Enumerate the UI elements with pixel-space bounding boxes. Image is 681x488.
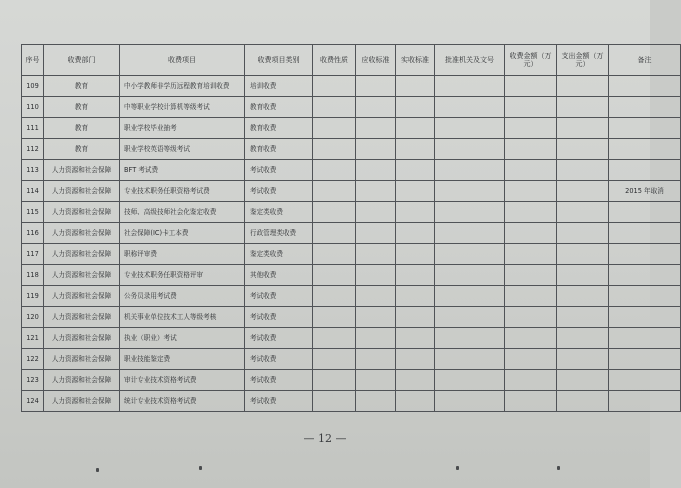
row-expense-amount-cell xyxy=(557,118,609,139)
row-category-cell: 行政管理类收费 xyxy=(245,223,313,244)
row-fee-item-cell: 技师、高级技师社会化鉴定收费 xyxy=(120,202,245,223)
row-actual-standard-cell xyxy=(396,139,435,160)
row-fee-item-cell: 职称评审费 xyxy=(120,244,245,265)
table-row xyxy=(22,97,681,118)
row-approval-cell xyxy=(435,370,505,391)
row-expense-amount-cell xyxy=(557,370,609,391)
row-approval-cell xyxy=(435,202,505,223)
row-remarks-cell xyxy=(609,349,681,370)
row-fee-item-cell: 审计专业技术资格考试费 xyxy=(120,370,245,391)
row-approval-cell xyxy=(435,118,505,139)
row-category-cell: 考试收费 xyxy=(245,328,313,349)
row-fee-item-cell: 机关事业单位技术工人等级考核 xyxy=(120,307,245,328)
row-fee-item-cell: BFT 考试费 xyxy=(120,160,245,181)
row-approval-cell xyxy=(435,307,505,328)
header-remarks: 备注 xyxy=(609,45,681,76)
row-department-cell: 教育 xyxy=(44,76,120,97)
row-actual-standard-cell xyxy=(396,181,435,202)
row-department-cell: 人力资源和社会保障 xyxy=(44,391,120,412)
row-serial-cell: 116 xyxy=(22,223,44,244)
header-fee-item: 收费项目 xyxy=(120,45,245,76)
row-serial-cell: 112 xyxy=(22,139,44,160)
row-expense-amount-cell xyxy=(557,349,609,370)
row-actual-standard-cell xyxy=(396,202,435,223)
row-expense-amount-cell xyxy=(557,244,609,265)
row-remarks-cell xyxy=(609,307,681,328)
row-category-cell: 教育收费 xyxy=(245,139,313,160)
header-fee-amount: 收费金额（万元） xyxy=(505,45,557,76)
row-due-standard-cell xyxy=(356,181,396,202)
row-due-standard-cell xyxy=(356,160,396,181)
row-fee-item-cell: 中小学教师非学历远程教育培训收费 xyxy=(120,76,245,97)
row-category-cell: 考试收费 xyxy=(245,370,313,391)
row-fee-amount-cell xyxy=(505,118,557,139)
row-due-standard-cell xyxy=(356,118,396,139)
paper-speck xyxy=(199,466,202,470)
row-approval-cell xyxy=(435,97,505,118)
row-due-standard-cell xyxy=(356,265,396,286)
row-fee-item-cell: 专业技术职务任职资格评审 xyxy=(120,265,245,286)
header-serial: 序号 xyxy=(22,45,44,76)
row-fee-nature-cell xyxy=(313,349,356,370)
row-fee-nature-cell xyxy=(313,202,356,223)
row-fee-amount-cell xyxy=(505,202,557,223)
row-approval-cell xyxy=(435,76,505,97)
row-fee-item-cell: 社会保障(IC)卡工本费 xyxy=(120,223,245,244)
row-fee-nature-cell xyxy=(313,118,356,139)
table-row xyxy=(22,160,681,181)
row-serial-cell: 114 xyxy=(22,181,44,202)
row-expense-amount-cell xyxy=(557,391,609,412)
row-expense-amount-cell xyxy=(557,139,609,160)
row-approval-cell xyxy=(435,160,505,181)
row-actual-standard-cell xyxy=(396,160,435,181)
row-actual-standard-cell xyxy=(396,349,435,370)
row-fee-nature-cell xyxy=(313,76,356,97)
row-actual-standard-cell xyxy=(396,328,435,349)
row-remarks-cell xyxy=(609,244,681,265)
row-serial-cell: 120 xyxy=(22,307,44,328)
row-fee-nature-cell xyxy=(313,391,356,412)
row-department-cell: 人力资源和社会保障 xyxy=(44,370,120,391)
row-due-standard-cell xyxy=(356,349,396,370)
row-remarks-cell xyxy=(609,160,681,181)
row-fee-item-cell: 专业技术职务任职资格考试费 xyxy=(120,181,245,202)
row-department-cell: 教育 xyxy=(44,118,120,139)
fee-table-container xyxy=(21,44,664,412)
row-remarks-cell xyxy=(609,286,681,307)
row-fee-nature-cell xyxy=(313,328,356,349)
row-fee-amount-cell xyxy=(505,97,557,118)
row-fee-amount-cell xyxy=(505,286,557,307)
row-department-cell: 教育 xyxy=(44,139,120,160)
row-due-standard-cell xyxy=(356,286,396,307)
row-fee-amount-cell xyxy=(505,391,557,412)
row-due-standard-cell xyxy=(356,223,396,244)
row-serial-cell: 115 xyxy=(22,202,44,223)
row-fee-amount-cell xyxy=(505,370,557,391)
row-fee-amount-cell xyxy=(505,307,557,328)
row-category-cell: 考试收费 xyxy=(245,160,313,181)
row-expense-amount-cell xyxy=(557,265,609,286)
row-fee-amount-cell xyxy=(505,265,557,286)
row-remarks-cell xyxy=(609,391,681,412)
row-expense-amount-cell xyxy=(557,97,609,118)
row-remarks-cell xyxy=(609,97,681,118)
row-remarks-cell xyxy=(609,202,681,223)
paper-speck xyxy=(557,466,560,470)
row-actual-standard-cell xyxy=(396,265,435,286)
row-category-cell: 其他收费 xyxy=(245,265,313,286)
row-due-standard-cell xyxy=(356,76,396,97)
row-category-cell: 鉴定类收费 xyxy=(245,244,313,265)
row-fee-amount-cell xyxy=(505,139,557,160)
row-approval-cell xyxy=(435,139,505,160)
row-fee-nature-cell xyxy=(313,370,356,391)
row-approval-cell xyxy=(435,223,505,244)
row-approval-cell xyxy=(435,349,505,370)
row-department-cell: 人力资源和社会保障 xyxy=(44,202,120,223)
row-fee-amount-cell xyxy=(505,181,557,202)
row-fee-nature-cell xyxy=(313,181,356,202)
row-actual-standard-cell xyxy=(396,97,435,118)
table-row xyxy=(22,328,681,349)
row-category-cell: 考试收费 xyxy=(245,181,313,202)
row-remarks-cell xyxy=(609,223,681,244)
row-actual-standard-cell xyxy=(396,244,435,265)
row-fee-item-cell: 中等职业学校计算机等级考试 xyxy=(120,97,245,118)
row-category-cell: 培训收费 xyxy=(245,76,313,97)
row-actual-standard-cell xyxy=(396,118,435,139)
table-row xyxy=(22,307,681,328)
row-remarks-cell xyxy=(609,139,681,160)
row-category-cell: 教育收费 xyxy=(245,97,313,118)
row-fee-nature-cell xyxy=(313,286,356,307)
row-approval-cell xyxy=(435,391,505,412)
paper-speck xyxy=(96,468,99,472)
row-fee-amount-cell xyxy=(505,76,557,97)
fee-table xyxy=(21,44,681,412)
row-expense-amount-cell xyxy=(557,202,609,223)
row-fee-amount-cell xyxy=(505,160,557,181)
row-actual-standard-cell xyxy=(396,286,435,307)
row-approval-cell xyxy=(435,181,505,202)
row-fee-amount-cell xyxy=(505,328,557,349)
row-remarks-cell xyxy=(609,370,681,391)
row-fee-nature-cell xyxy=(313,265,356,286)
table-row xyxy=(22,244,681,265)
row-serial-cell: 121 xyxy=(22,328,44,349)
header-fee-category: 收费项目类别 xyxy=(245,45,313,76)
row-department-cell: 人力资源和社会保障 xyxy=(44,181,120,202)
row-approval-cell xyxy=(435,328,505,349)
row-actual-standard-cell xyxy=(396,391,435,412)
row-remarks-cell xyxy=(609,118,681,139)
table-body xyxy=(22,76,681,412)
row-department-cell: 人力资源和社会保障 xyxy=(44,286,120,307)
page-number: — 12 — xyxy=(303,432,347,445)
row-actual-standard-cell xyxy=(396,370,435,391)
row-fee-item-cell: 职业学校英语等级考试 xyxy=(120,139,245,160)
row-category-cell: 考试收费 xyxy=(245,307,313,328)
row-serial-cell: 117 xyxy=(22,244,44,265)
header-expense-amount: 支出金额（万元） xyxy=(557,45,609,76)
row-serial-cell: 118 xyxy=(22,265,44,286)
row-department-cell: 人力资源和社会保障 xyxy=(44,349,120,370)
table-row xyxy=(22,286,681,307)
table-row xyxy=(22,139,681,160)
table-row xyxy=(22,223,681,244)
row-department-cell: 人力资源和社会保障 xyxy=(44,160,120,181)
row-fee-nature-cell xyxy=(313,244,356,265)
row-expense-amount-cell xyxy=(557,286,609,307)
row-expense-amount-cell xyxy=(557,160,609,181)
row-due-standard-cell xyxy=(356,97,396,118)
row-category-cell: 教育收费 xyxy=(245,118,313,139)
row-serial-cell: 110 xyxy=(22,97,44,118)
row-fee-amount-cell xyxy=(505,244,557,265)
row-fee-item-cell: 统计专业技术资格考试费 xyxy=(120,391,245,412)
row-due-standard-cell xyxy=(356,307,396,328)
table-row xyxy=(22,265,681,286)
row-department-cell: 人力资源和社会保障 xyxy=(44,307,120,328)
row-category-cell: 考试收费 xyxy=(245,349,313,370)
table-row xyxy=(22,118,681,139)
row-serial-cell: 109 xyxy=(22,76,44,97)
row-approval-cell xyxy=(435,286,505,307)
row-approval-cell xyxy=(435,265,505,286)
table-row xyxy=(22,181,681,202)
row-department-cell: 人力资源和社会保障 xyxy=(44,265,120,286)
row-serial-cell: 124 xyxy=(22,391,44,412)
row-expense-amount-cell xyxy=(557,181,609,202)
row-serial-cell: 119 xyxy=(22,286,44,307)
row-fee-item-cell: 执业（职业）考试 xyxy=(120,328,245,349)
row-department-cell: 人力资源和社会保障 xyxy=(44,328,120,349)
row-expense-amount-cell xyxy=(557,223,609,244)
row-category-cell: 鉴定类收费 xyxy=(245,202,313,223)
table-row xyxy=(22,349,681,370)
header-actual-standard: 实收标准 xyxy=(396,45,435,76)
row-actual-standard-cell xyxy=(396,307,435,328)
table-row xyxy=(22,202,681,223)
row-due-standard-cell xyxy=(356,370,396,391)
row-fee-item-cell: 职业学校毕业抽考 xyxy=(120,118,245,139)
row-approval-cell xyxy=(435,244,505,265)
row-due-standard-cell xyxy=(356,139,396,160)
row-category-cell: 考试收费 xyxy=(245,391,313,412)
row-fee-nature-cell xyxy=(313,139,356,160)
header-fee-nature: 收费性质 xyxy=(313,45,356,76)
row-department-cell: 教育 xyxy=(44,97,120,118)
header-approval-authority: 批准机关及文号 xyxy=(435,45,505,76)
row-fee-nature-cell xyxy=(313,307,356,328)
row-due-standard-cell xyxy=(356,328,396,349)
row-fee-item-cell: 公务员录用考试费 xyxy=(120,286,245,307)
row-due-standard-cell xyxy=(356,202,396,223)
row-serial-cell: 123 xyxy=(22,370,44,391)
row-remarks-cell: 2015 年取消 xyxy=(609,181,681,202)
row-remarks-cell xyxy=(609,328,681,349)
row-department-cell: 人力资源和社会保障 xyxy=(44,223,120,244)
table-row xyxy=(22,370,681,391)
row-fee-nature-cell xyxy=(313,160,356,181)
row-actual-standard-cell xyxy=(396,76,435,97)
row-remarks-cell xyxy=(609,76,681,97)
row-serial-cell: 111 xyxy=(22,118,44,139)
row-category-cell: 考试收费 xyxy=(245,286,313,307)
row-serial-cell: 113 xyxy=(22,160,44,181)
paper-speck xyxy=(456,466,459,470)
row-serial-cell: 122 xyxy=(22,349,44,370)
row-due-standard-cell xyxy=(356,391,396,412)
row-department-cell: 人力资源和社会保障 xyxy=(44,244,120,265)
row-fee-amount-cell xyxy=(505,349,557,370)
row-fee-nature-cell xyxy=(313,223,356,244)
table-row xyxy=(22,391,681,412)
row-fee-item-cell: 职业技能鉴定费 xyxy=(120,349,245,370)
row-expense-amount-cell xyxy=(557,76,609,97)
row-expense-amount-cell xyxy=(557,307,609,328)
row-actual-standard-cell xyxy=(396,223,435,244)
row-fee-nature-cell xyxy=(313,97,356,118)
header-department: 收费部门 xyxy=(44,45,120,76)
row-expense-amount-cell xyxy=(557,328,609,349)
table-header-row xyxy=(22,45,681,76)
table-row xyxy=(22,76,681,97)
header-due-standard: 应收标准 xyxy=(356,45,396,76)
row-fee-amount-cell xyxy=(505,223,557,244)
row-due-standard-cell xyxy=(356,244,396,265)
row-remarks-cell xyxy=(609,265,681,286)
